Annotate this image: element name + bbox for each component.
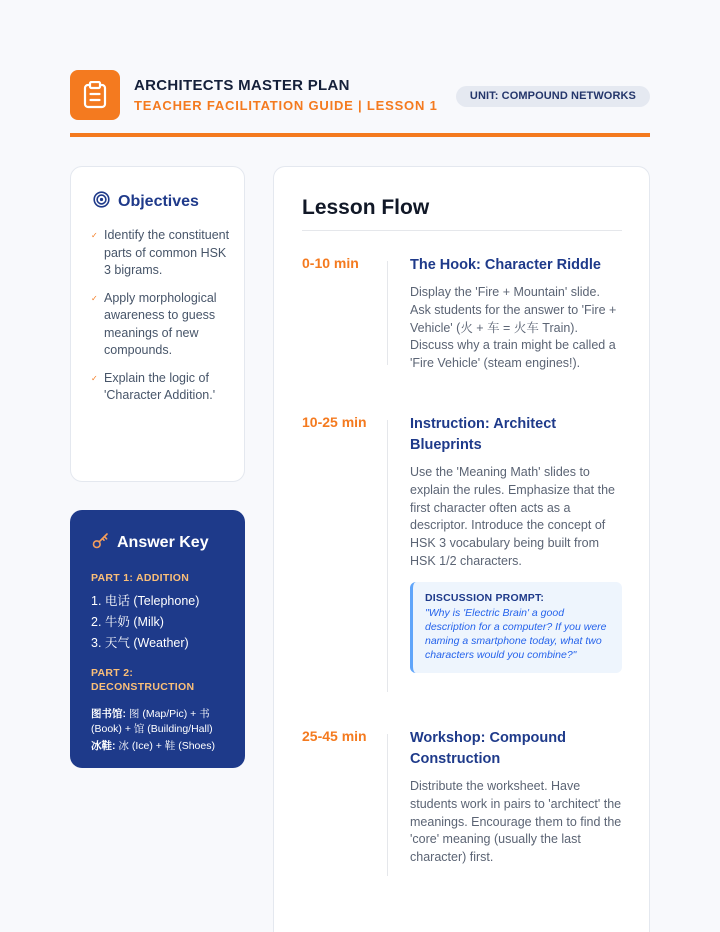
objective-text: Identify the constituent parts of common HSK 3 bigrams. [104, 228, 230, 277]
step-description: Distribute the worksheet. Have students work in pairs to 'architect' the meanings. Encourage them to find the 'core' meaning (usually the last character) first. [410, 779, 622, 865]
step-title: Workshop: Compound Construction [410, 730, 566, 767]
check-icon: ✓ [91, 293, 98, 303]
timeline-line [387, 261, 388, 365]
unit-badge: UNIT: COMPOUND NETWORKS [456, 86, 650, 107]
step-title: The Hook: Character Riddle [410, 257, 601, 273]
step-time: 10-25 min [302, 414, 367, 430]
step-time: 0-10 min [302, 255, 359, 271]
deconstruction-item [91, 739, 236, 754]
clipboard-icon [70, 70, 120, 120]
objective-item [91, 290, 236, 360]
prompt-text: "Why is 'Electric Brain' a good description for a computer? If you were naming a smartphone today, what two characters would you combine?" [425, 606, 607, 662]
step-description: Use the 'Meaning Math' slides to explain the rules. Emphasize that the first character often acts as a descriptor. Introduce the concept of HSK 3 vocabulary being built from HSK 1/2 characters. [410, 465, 615, 568]
discussion-prompt [410, 582, 622, 673]
objective-text: Explain the logic of 'Character Addition.' [104, 370, 216, 402]
answer-key-title: Answer Key [117, 534, 209, 551]
target-icon [93, 191, 110, 213]
objective-item [91, 370, 236, 405]
deconstruction-parts: 冰 (Ice) + 鞋 (Shoes) [115, 740, 215, 752]
timeline-line [387, 734, 388, 876]
deconstruction-term: 图书馆: [91, 708, 126, 720]
prompt-label: DISCUSSION PROMPT: [425, 591, 545, 604]
answer-item: 1. 电话 (Telephone) [91, 594, 200, 608]
part2-list [91, 707, 236, 756]
lesson-flow-card [273, 166, 650, 932]
step-body [410, 728, 622, 867]
answer-key-header [92, 532, 209, 554]
step-title: Instruction: Architect Blueprints [410, 416, 557, 453]
deconstruction-item [91, 707, 236, 737]
page-header [70, 70, 650, 120]
document-subtitle: TEACHER FACILITATION GUIDE | LESSON 1 [134, 98, 438, 113]
document-title: ARCHITECTS MASTER PLAN [134, 77, 350, 94]
step-body [410, 255, 622, 373]
answer-key-card [70, 510, 245, 768]
part1-label: PART 1: ADDITION [91, 572, 190, 584]
check-icon: ✓ [91, 373, 98, 383]
check-icon: ✓ [91, 231, 98, 240]
part2-label: PART 2: DECONSTRUCTION [91, 667, 195, 693]
step-body [410, 414, 622, 673]
objectives-header [93, 191, 199, 213]
deconstruction-parts: 图 (Map/Pic) + 书 (Book) + 馆 (Building/Hall) [91, 708, 213, 735]
lesson-flow-title: Lesson Flow [302, 196, 430, 219]
step-time: 25-45 min [302, 728, 367, 744]
objective-item [91, 227, 236, 280]
objectives-card [70, 166, 245, 482]
answer-item: 2. 牛奶 (Milk) [91, 615, 164, 629]
timeline-line [387, 420, 388, 692]
header-divider [70, 133, 650, 137]
objective-text: Apply morphological awareness to guess meanings of new compounds. [104, 290, 217, 357]
deconstruction-term: 冰鞋: [91, 740, 116, 752]
key-icon [92, 532, 109, 554]
step-description: Display the 'Fire + Mountain' slide. Ask students for the answer to 'Fire + Vehicle' (火 + 车 = 火车 Train). Discuss why a train might be called a 'Fire Vehicle' (steam engines!). [410, 285, 617, 371]
objectives-title: Objectives [118, 193, 199, 210]
lesson-flow-divider [302, 230, 622, 231]
answer-item: 3. 天气 (Weather) [91, 636, 189, 650]
objectives-list [91, 227, 236, 415]
part1-list [91, 591, 199, 654]
